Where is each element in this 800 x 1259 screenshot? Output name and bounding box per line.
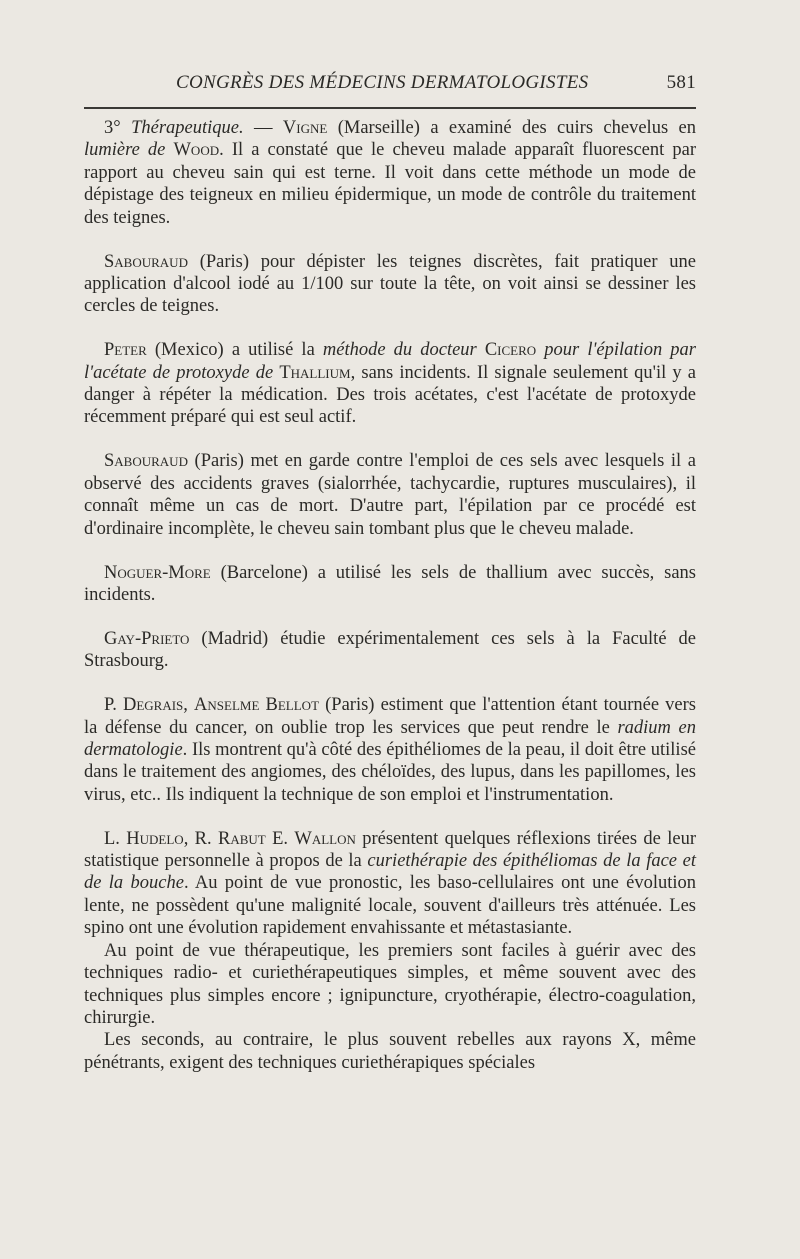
section-title: Thérapeutique. (131, 118, 244, 138)
paragraph-hudelo-rabut-wallon: L. Hudelo, R. Rabut E. Wallon présentent quelques réflexions tirées de leur statistique personnelle à propos de la curiethérapie des épithéliomas de la face et de la bouche. Au point de vue pronostic, les baso-cellulaires ont une évolution lente, ne possèdent qu'une malignité locale, souvent d'ailleurs très atténuée. Les spino ont une évolution rapidement envahissante et métastasiante. (84, 828, 696, 939)
author-name: Vigne (282, 118, 328, 138)
author-name: Hudelo (126, 828, 184, 849)
paragraph-sabouraud-1: Sabouraud (Paris) pour dépister les teignes discrètes, fait pratiquer une application d'alcool iodé au 1/100 sur toute la tête, on voit ainsi se dessiner les cercles de teignes. (84, 251, 696, 317)
author-name: Noguer-More (104, 562, 211, 583)
author-name: Degrais (122, 695, 184, 716)
paragraph-sabouraud-2: Sabouraud (Paris) met en garde contre l'emploi de ces sels avec lesquels il a observé des accidents graves (sialorrhée, tachycardie, ruptures musculaires), il connaît même un cas de mort. D'autre part, l'épilation par ce procédé est d'ordinaire incomplète, le cheveu sain tombant plus que le cheveu malade. (84, 451, 696, 539)
author-name: Gay-Prieto (104, 628, 190, 649)
paragraph-degrais-bellot: P. Degrais, Anselme Bellot (Paris) estiment que l'attention étant tournée vers la défense du cancer, on oublie trop les services que peut rendre le radium en dermatologie. Ils montrent qu'à côté des épithéliomes de la peau, il doit être utilisé dans le traitement des angiomes, des chéloïdes, des lupus, dans les papillomes, les virus, etc.. Ils indiquent la technique de son emploi et l'instrumentation. (84, 695, 696, 805)
author-name: Rabut (218, 828, 266, 849)
paragraph-peter: Peter (Mexico) a utilisé la méthode du docteur Cicero pour l'épilation par l'acétate de protoxyde de Thallium, sans incidents. Il signale seulement qu'il y a danger à répéter la médication. Des trois acétates, c'est l'acétate de protoxyde récemment préparé qui est seul actif. (84, 340, 697, 428)
author-name: Cicero (484, 340, 537, 361)
page-body (84, 117, 696, 1074)
author-name: Sabouraud (104, 451, 188, 472)
paragraph-therapeutique: 3° Thérapeutique. — Vigne (Marseille) a examiné des cuirs chevelus en lumière de Wood. Il a constaté que le cheveu malade apparaît fluorescent par rapport au cheveu sain qui est terne. Il voit dans cette méthode un mode de dépistage des teigneux en milieu épidermique, un mode de contrôle du traitement des teignes. (84, 118, 697, 228)
section-number: 3° (104, 118, 132, 138)
author-name: Sabouraud (104, 251, 188, 272)
author-name: Wallon (294, 828, 356, 849)
paragraph-noguer-more: Noguer-More (Barcelone) a utilisé les sels de thallium avec succès, sans incidents. (84, 562, 696, 605)
paragraph-therapeutic-view: Au point de vue thérapeutique, les premiers sont faciles à guérir avec des techniques radio- et curiethérapeutiques simples, et même souvent avec des techniques plus simples encore ; ignipuncture, cryothérapie, électro-coagulation, chirurgie. (84, 940, 696, 1028)
header-rule (84, 107, 696, 109)
paragraph-seconds: Les seconds, au contraire, le plus souvent rebelles aux rayons X, même pénétrants, exigent des techniques curiethérapiques spéciales (84, 1030, 696, 1073)
author-name: Wood (173, 140, 220, 161)
running-header (84, 72, 696, 102)
paragraph-gay-prieto: Gay-Prieto (Madrid) étudie expérimentalement ces sels à la Faculté de Strasbourg. (84, 628, 696, 672)
header-title: CONGRÈS DES MÉDECINS DERMATOLOGISTES (176, 72, 589, 93)
author-name: Peter (104, 340, 147, 361)
page-number: 581 (666, 72, 696, 93)
author-name: Anselme Bellot (194, 695, 320, 716)
